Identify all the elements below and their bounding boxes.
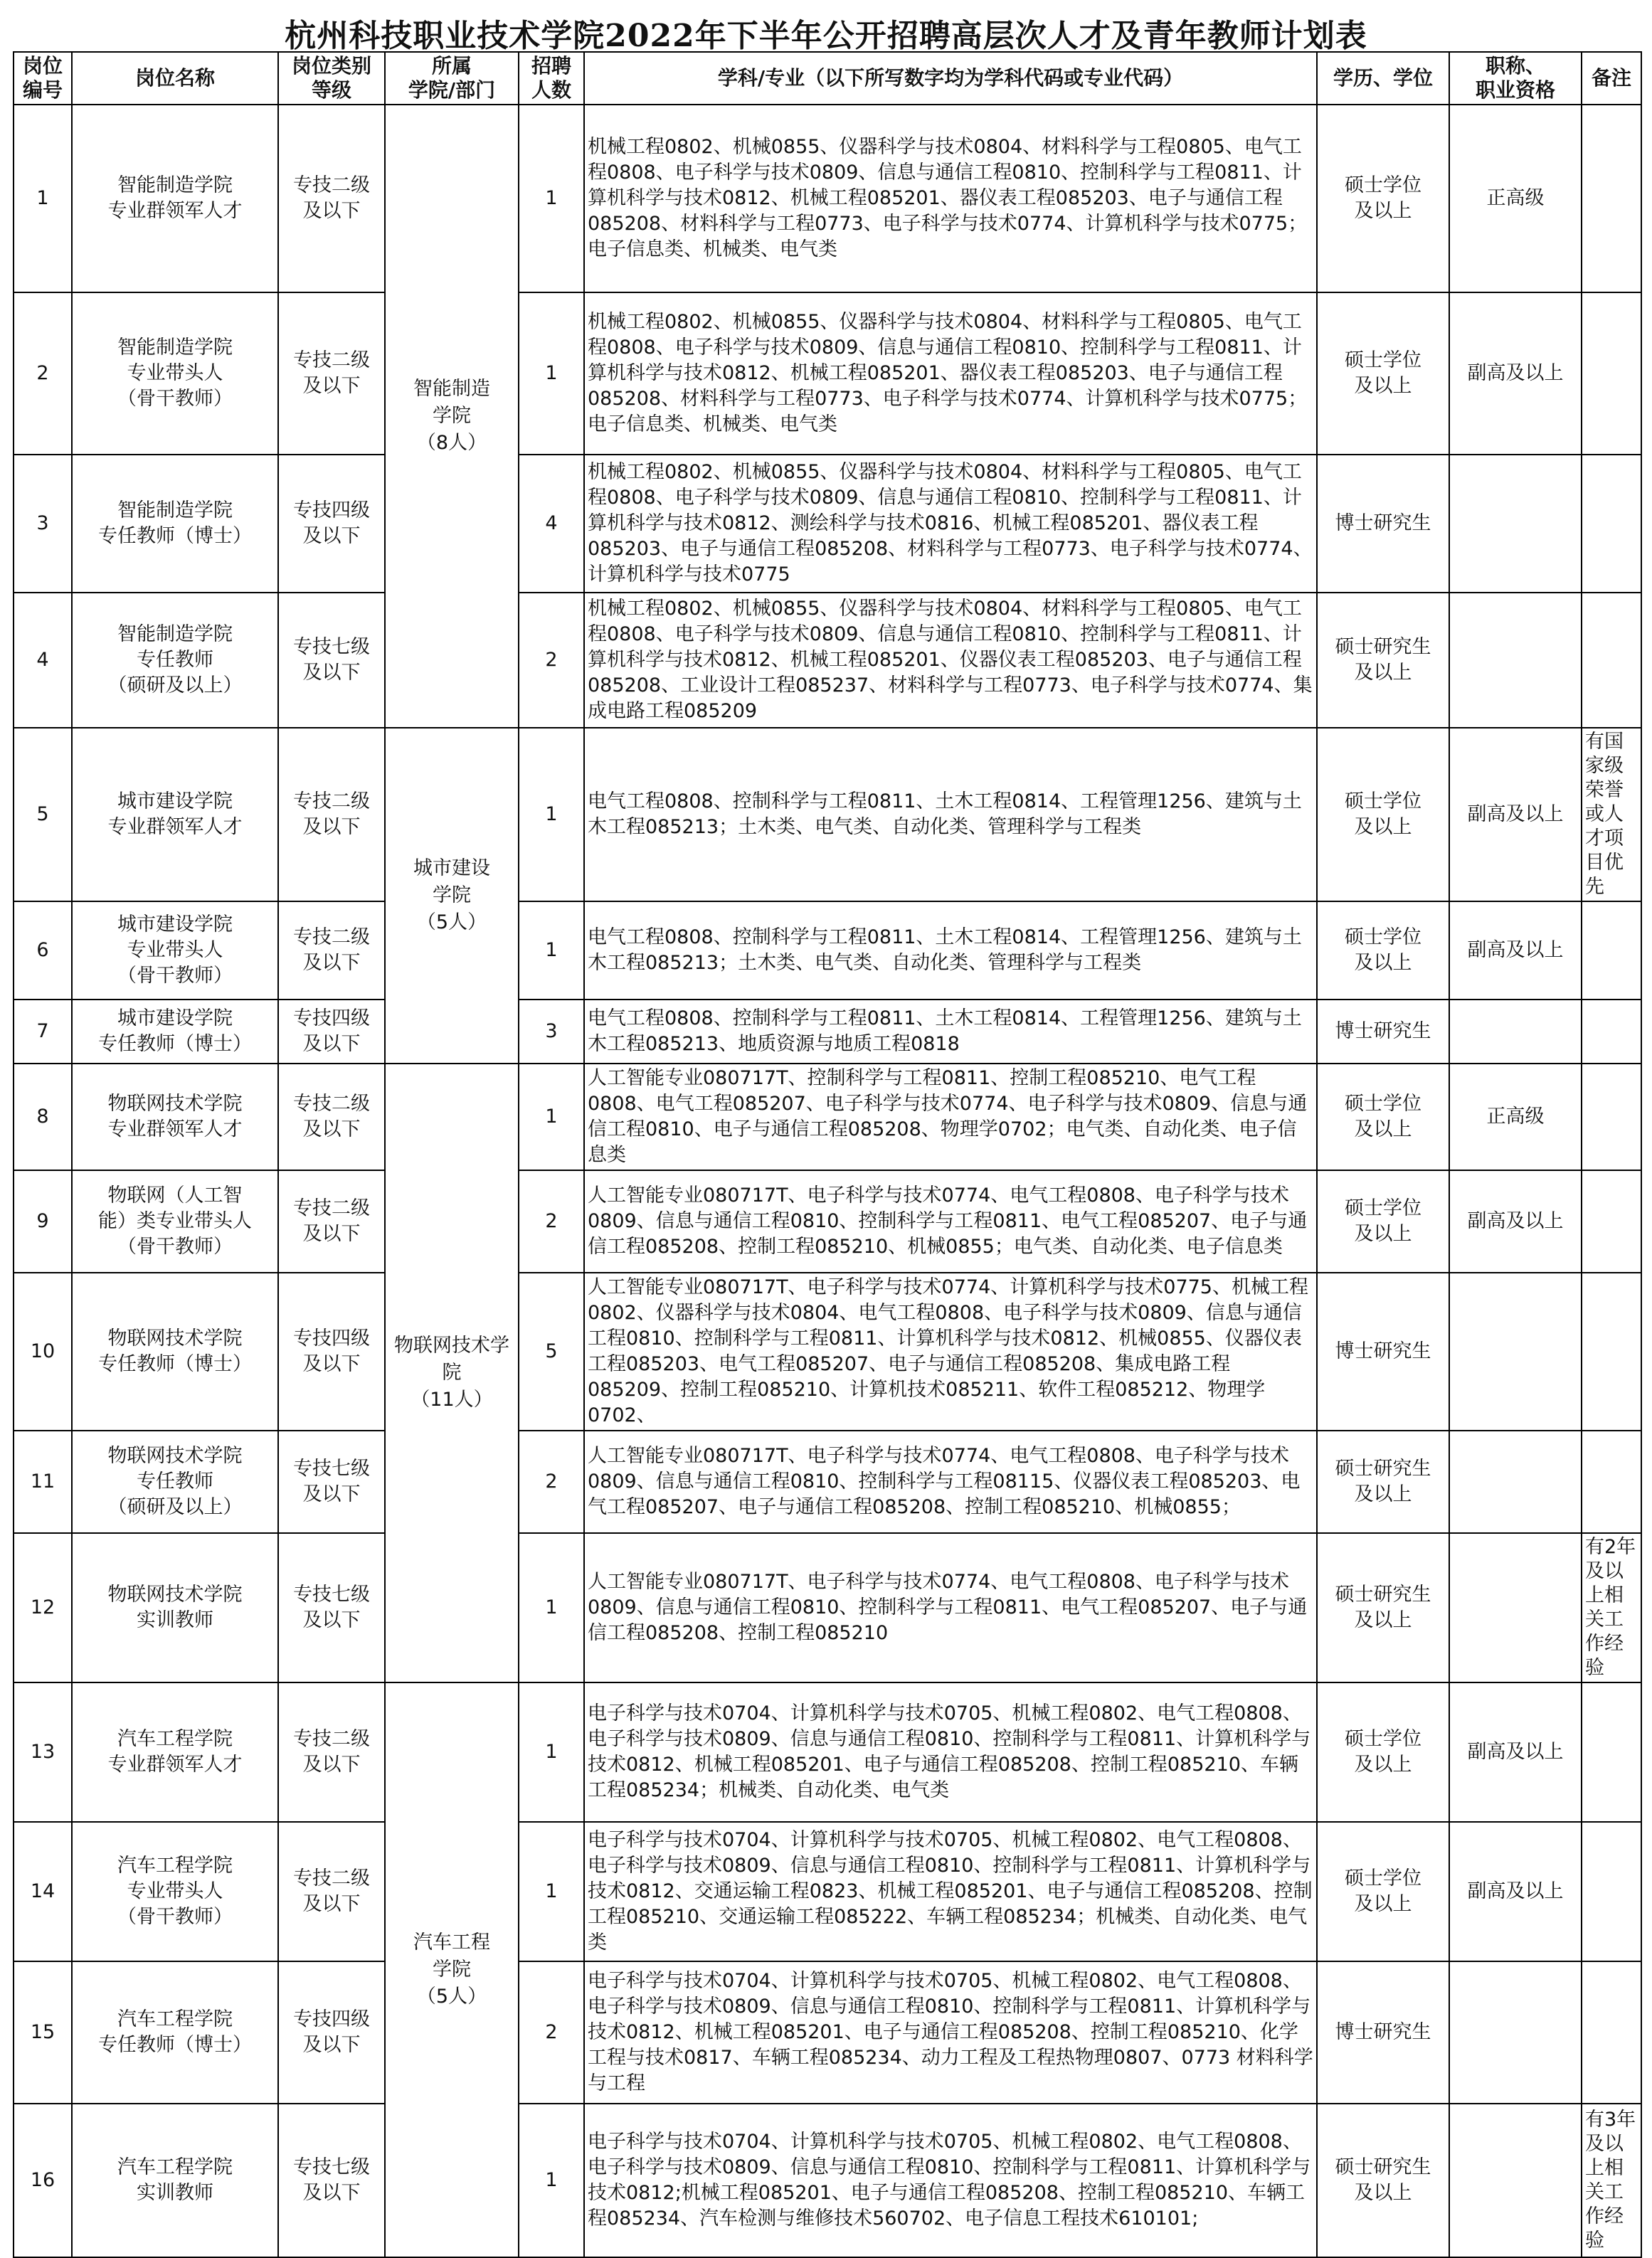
cell-hire-count: 5: [519, 1273, 584, 1431]
cell-position-name: 物联网技术学院 专任教师（博士）: [72, 1273, 278, 1431]
cell-education: 硕士研究生 及以上: [1317, 2104, 1449, 2257]
cell-hire-count: 2: [519, 593, 584, 728]
cell-subjects: 电子科学与技术0704、计算机科学与技术0705、机械工程0802、电气工程0808、电子科学与技术0809、信息与通信工程0810、控制科学与工程0811、计算机科学与技术0812、交通运输工程0823、机械工程085201、电子与通信工程085208、控制工程085210、交通运输工程085222、车辆工程085234；机械类、自动化类、电气类: [584, 1822, 1317, 1961]
cell-position-grade: 专技四级 及以下: [278, 455, 385, 593]
cell-position-id: 7: [14, 1000, 72, 1064]
cell-hire-count: 1: [519, 1533, 584, 1682]
cell-position-name: 汽车工程学院 专业群领军人才: [72, 1682, 278, 1822]
cell-subjects: 电气工程0808、控制科学与工程0811、土木工程0814、工程管理1256、建筑与土木工程085213；土木类、电气类、自动化类、管理科学与工程类: [584, 901, 1317, 1000]
header-id-text: 岗位 编号: [22, 54, 63, 102]
cell-position-id: 1: [14, 105, 72, 292]
cell-subjects: 电子科学与技术0704、计算机科学与技术0705、机械工程0802、电气工程0808、电子科学与技术0809、信息与通信工程0810、控制科学与工程0811、计算机科学与技术0812、机械工程085201、电子与通信工程085208、控制工程085210、车辆工程085234；机械类、自动化类、电气类: [584, 1682, 1317, 1822]
cell-note: 有国家级荣誉或人才项目优先: [1582, 728, 1641, 901]
header-title-req-text: 职称、 职业资格: [1475, 54, 1555, 102]
cell-note: [1582, 1000, 1641, 1064]
cell-position-id: 3: [14, 455, 72, 593]
header-name-text: 岗位名称: [134, 66, 215, 90]
cell-note: [1582, 1170, 1641, 1273]
table-row: [14, 1533, 1641, 1682]
cell-position-name: 汽车工程学院 实训教师: [72, 2104, 278, 2257]
cell-note: [1582, 455, 1641, 593]
cell-note: [1582, 1822, 1641, 1961]
cell-hire-count: 4: [519, 455, 584, 593]
header-title-req: [1449, 52, 1582, 105]
cell-title-requirement: [1449, 1961, 1582, 2104]
cell-hire-count: 2: [519, 1961, 584, 2104]
cell-position-name: 物联网技术学院 专任教师 （硕研及以上）: [72, 1431, 278, 1533]
cell-position-grade: 专技二级 及以下: [278, 728, 385, 901]
cell-subjects: 机械工程0802、机械0855、仪器科学与技术0804、材料科学与工程0805、电气工程0808、电子科学与技术0809、信息与通信工程0810、控制科学与工程0811、计算机科学与技术0812、测绘科学与技术0816、机械工程085201、器仪表工程085203、电子与通信工程085208、材料科学与工程0773、电子科学与技术0774、计算机科学与技术0775: [584, 455, 1317, 593]
header-note-text: 备注: [1591, 66, 1631, 90]
cell-position-id: 6: [14, 901, 72, 1000]
table-row: [14, 1170, 1641, 1273]
cell-position-grade: 专技四级 及以下: [278, 1000, 385, 1064]
cell-note: [1582, 1064, 1641, 1170]
header-count-text: 招聘 人数: [531, 54, 571, 102]
cell-note: [1582, 593, 1641, 728]
header-row: [14, 52, 1641, 105]
table-row: [14, 455, 1641, 593]
cell-subjects: 人工智能专业080717T、电子科学与技术0774、电气工程0808、电子科学与技术0809、信息与通信工程0810、控制科学与工程0811、电气工程085207、电子与通信工程085208、控制工程085210: [584, 1533, 1317, 1682]
cell-position-grade: 专技二级 及以下: [278, 105, 385, 292]
cell-note: [1582, 1682, 1641, 1822]
cell-education: 硕士研究生 及以上: [1317, 1533, 1449, 1682]
table-row: [14, 1682, 1641, 1822]
cell-position-id: 5: [14, 728, 72, 901]
cell-position-name: 城市建设学院 专任教师（博士）: [72, 1000, 278, 1064]
header-name: [72, 52, 278, 105]
table-row: [14, 1000, 1641, 1064]
cell-hire-count: 1: [519, 292, 584, 455]
cell-subjects: 电气工程0808、控制科学与工程0811、土木工程0814、工程管理1256、建筑与土木工程085213；土木类、电气类、自动化类、管理科学与工程类: [584, 728, 1317, 901]
cell-education: 博士研究生: [1317, 455, 1449, 593]
table-row: [14, 2104, 1641, 2257]
cell-position-grade: 专技七级 及以下: [278, 593, 385, 728]
cell-education: 硕士学位 及以上: [1317, 292, 1449, 455]
cell-position-name: 汽车工程学院 专任教师（博士）: [72, 1961, 278, 2104]
cell-position-grade: 专技七级 及以下: [278, 1533, 385, 1682]
cell-note: [1582, 292, 1641, 455]
cell-title-requirement: [1449, 593, 1582, 728]
cell-position-id: 9: [14, 1170, 72, 1273]
table-row: [14, 728, 1641, 901]
cell-position-id: 8: [14, 1064, 72, 1170]
cell-hire-count: 1: [519, 1682, 584, 1822]
cell-subjects: 人工智能专业080717T、电子科学与技术0774、电气工程0808、电子科学与技术0809、信息与通信工程0810、控制科学与工程08115、仪器仪表工程085203、电气工程085207、电子与通信工程085208、控制工程085210、机械0855；: [584, 1431, 1317, 1533]
cell-position-id: 4: [14, 593, 72, 728]
table-row: [14, 1431, 1641, 1533]
header-grade: [278, 52, 385, 105]
cell-note: [1582, 1431, 1641, 1533]
cell-note: [1582, 901, 1641, 1000]
cell-position-grade: 专技二级 及以下: [278, 1822, 385, 1961]
cell-position-name: 城市建设学院 专业带头人 （骨干教师）: [72, 901, 278, 1000]
cell-note: 有3年及以上相关工作经验: [1582, 2104, 1641, 2257]
cell-subjects: 电子科学与技术0704、计算机科学与技术0705、机械工程0802、电气工程0808、电子科学与技术0809、信息与通信工程0810、控制科学与工程0811、计算机科学与技术0812、机械工程085201、电子与通信工程085208、控制工程085210、化学工程与技术0817、车辆工程085234、动力工程及工程热物理0807、0773 材料科学与工程: [584, 1961, 1317, 2104]
cell-title-requirement: 副高及以上: [1449, 901, 1582, 1000]
table-row: [14, 593, 1641, 728]
cell-department: 物联网技术学 院 （11人）: [385, 1064, 519, 1682]
cell-education: 博士研究生: [1317, 1961, 1449, 2104]
cell-position-name: 物联网（人工智 能）类专业带头人 （骨干教师）: [72, 1170, 278, 1273]
cell-hire-count: 2: [519, 1431, 584, 1533]
cell-position-id: 2: [14, 292, 72, 455]
cell-education: 博士研究生: [1317, 1000, 1449, 1064]
cell-hire-count: 1: [519, 901, 584, 1000]
cell-department: 汽车工程 学院 （5人）: [385, 1682, 519, 2257]
cell-subjects: 机械工程0802、机械0855、仪器科学与技术0804、材料科学与工程0805、电气工程0808、电子科学与技术0809、信息与通信工程0810、控制科学与工程0811、计算机科学与技术0812、机械工程085201、仪器仪表工程085203、电子与通信工程085208、工业设计工程085237、材料科学与工程0773、电子科学与技术0774、集成电路工程085209: [584, 593, 1317, 728]
cell-title-requirement: [1449, 1000, 1582, 1064]
cell-position-id: 16: [14, 2104, 72, 2257]
cell-subjects: 人工智能专业080717T、控制科学与工程0811、控制工程085210、电气工程0808、电气工程085207、电子科学与技术0774、电子科学与技术0809、信息与通信工程0810、电子与通信工程085208、物理学0702；电气类、自动化类、电子信息类: [584, 1064, 1317, 1170]
cell-position-id: 13: [14, 1682, 72, 1822]
cell-note: [1582, 105, 1641, 292]
cell-title-requirement: 副高及以上: [1449, 1170, 1582, 1273]
table-row: [14, 1961, 1641, 2104]
cell-title-requirement: [1449, 1273, 1582, 1431]
cell-title-requirement: [1449, 2104, 1582, 2257]
cell-hire-count: 2: [519, 1170, 584, 1273]
cell-position-id: 12: [14, 1533, 72, 1682]
header-edu-text: 学历、学位: [1333, 66, 1433, 90]
header-count: [519, 52, 584, 105]
table-row: [14, 292, 1641, 455]
cell-department: 智能制造 学院 （8人）: [385, 105, 519, 728]
cell-subjects: 人工智能专业080717T、电子科学与技术0774、电气工程0808、电子科学与技术0809、信息与通信工程0810、控制科学与工程0811、电气工程085207、电子与通信工程085208、控制工程085210、机械0855；电气类、自动化类、电子信息类: [584, 1170, 1317, 1273]
cell-hire-count: 3: [519, 1000, 584, 1064]
header-dept-text: 所属 学院/部门: [408, 54, 496, 102]
cell-position-name: 物联网技术学院 专业群领军人才: [72, 1064, 278, 1170]
cell-department: 城市建设 学院 （5人）: [385, 728, 519, 1064]
table-row: [14, 1064, 1641, 1170]
cell-education: 硕士学位 及以上: [1317, 105, 1449, 292]
cell-hire-count: 1: [519, 2104, 584, 2257]
cell-title-requirement: [1449, 455, 1582, 593]
cell-title-requirement: 副高及以上: [1449, 1822, 1582, 1961]
header-subject-text: 学科/专业（以下所写数字均为学科代码或专业代码）: [717, 66, 1184, 90]
cell-subjects: 人工智能专业080717T、电子科学与技术0774、计算机科学与技术0775、机械工程0802、仪器科学与技术0804、电气工程0808、电子科学与技术0809、信息与通信工程0810、控制科学与工程0811、计算机科学与技术0812、机械0855、仪器仪表工程085203、电气工程085207、电子与通信工程085208、集成电路工程085209、控制工程085210、计算机技术085211、软件工程085212、物理学0702、: [584, 1273, 1317, 1431]
header-dept: [385, 52, 519, 105]
cell-subjects: 电气工程0808、控制科学与工程0811、土木工程0814、工程管理1256、建筑与土木工程085213、地质资源与地质工程0818: [584, 1000, 1317, 1064]
cell-education: 硕士学位 及以上: [1317, 728, 1449, 901]
document-title: 杭州科技职业技术学院2022年下半年公开招聘高层次人才及青年教师计划表: [285, 18, 1367, 54]
cell-position-name: 物联网技术学院 实训教师: [72, 1533, 278, 1682]
cell-title-requirement: 副高及以上: [1449, 292, 1582, 455]
table-row: [14, 105, 1641, 292]
cell-position-id: 14: [14, 1822, 72, 1961]
cell-title-requirement: 副高及以上: [1449, 728, 1582, 901]
cell-position-grade: 专技四级 及以下: [278, 1273, 385, 1431]
cell-education: 博士研究生: [1317, 1273, 1449, 1431]
cell-hire-count: 1: [519, 1822, 584, 1961]
cell-position-grade: 专技七级 及以下: [278, 1431, 385, 1533]
cell-position-id: 15: [14, 1961, 72, 2104]
cell-subjects: 机械工程0802、机械0855、仪器科学与技术0804、材料科学与工程0805、电气工程0808、电子科学与技术0809、信息与通信工程0810、控制科学与工程0811、计算机科学与技术0812、机械工程085201、器仪表工程085203、电子与通信工程085208、材料科学与工程0773、电子科学与技术0774、计算机科学与技术0775；电子信息类、机械类、电气类: [584, 292, 1317, 455]
table-body: [14, 105, 1641, 2257]
cell-position-grade: 专技二级 及以下: [278, 1064, 385, 1170]
cell-position-id: 10: [14, 1273, 72, 1431]
cell-education: 硕士研究生 及以上: [1317, 593, 1449, 728]
cell-title-requirement: 正高级: [1449, 105, 1582, 292]
table-row: [14, 1822, 1641, 1961]
cell-education: 硕士学位 及以上: [1317, 1822, 1449, 1961]
cell-note: 有2年及以上相关工作经验: [1582, 1533, 1641, 1682]
header-grade-text: 岗位类别 等级: [291, 54, 371, 102]
cell-position-name: 智能制造学院 专业群领军人才: [72, 105, 278, 292]
table-row: [14, 1273, 1641, 1431]
cell-position-name: 智能制造学院 专业带头人 （骨干教师）: [72, 292, 278, 455]
cell-position-grade: 专技二级 及以下: [278, 901, 385, 1000]
recruitment-plan-table: [13, 51, 1642, 2258]
header-note: [1582, 52, 1641, 105]
cell-position-name: 智能制造学院 专任教师（博士）: [72, 455, 278, 593]
cell-hire-count: 1: [519, 1064, 584, 1170]
cell-position-id: 11: [14, 1431, 72, 1533]
cell-position-grade: 专技四级 及以下: [278, 1961, 385, 2104]
table-row: [14, 901, 1641, 1000]
cell-subjects: 机械工程0802、机械0855、仪器科学与技术0804、材料科学与工程0805、电气工程0808、电子科学与技术0809、信息与通信工程0810、控制科学与工程0811、计算机科学与技术0812、机械工程085201、器仪表工程085203、电子与通信工程085208、材料科学与工程0773、电子科学与技术0774、计算机科学与技术0775；电子信息类、机械类、电气类: [584, 105, 1317, 292]
cell-education: 硕士学位 及以上: [1317, 1064, 1449, 1170]
cell-education: 硕士学位 及以上: [1317, 1682, 1449, 1822]
cell-hire-count: 1: [519, 105, 584, 292]
cell-position-grade: 专技七级 及以下: [278, 2104, 385, 2257]
cell-position-name: 智能制造学院 专任教师 （硕研及以上）: [72, 593, 278, 728]
cell-position-grade: 专技二级 及以下: [278, 1682, 385, 1822]
cell-education: 硕士学位 及以上: [1317, 901, 1449, 1000]
cell-title-requirement: 正高级: [1449, 1064, 1582, 1170]
header-edu: [1317, 52, 1449, 105]
cell-position-grade: 专技二级 及以下: [278, 292, 385, 455]
cell-note: [1582, 1961, 1641, 2104]
cell-education: 硕士研究生 及以上: [1317, 1431, 1449, 1533]
cell-position-name: 城市建设学院 专业群领军人才: [72, 728, 278, 901]
cell-title-requirement: [1449, 1533, 1582, 1682]
cell-title-requirement: 副高及以上: [1449, 1682, 1582, 1822]
cell-position-grade: 专技二级 及以下: [278, 1170, 385, 1273]
cell-position-name: 汽车工程学院 专业带头人 （骨干教师）: [72, 1822, 278, 1961]
cell-note: [1582, 1273, 1641, 1431]
header-subject: [584, 52, 1317, 105]
cell-subjects: 电子科学与技术0704、计算机科学与技术0705、机械工程0802、电气工程0808、电子科学与技术0809、信息与通信工程0810、控制科学与工程0811、计算机科学与技术0812;机械工程085201、电子与通信工程085208、控制工程085210、车辆工程085234、汽车检测与维修技术560702、电子信息工程技术610101;: [584, 2104, 1317, 2257]
cell-hire-count: 1: [519, 728, 584, 901]
cell-education: 硕士学位 及以上: [1317, 1170, 1449, 1273]
header-id: [14, 52, 72, 105]
cell-title-requirement: [1449, 1431, 1582, 1533]
